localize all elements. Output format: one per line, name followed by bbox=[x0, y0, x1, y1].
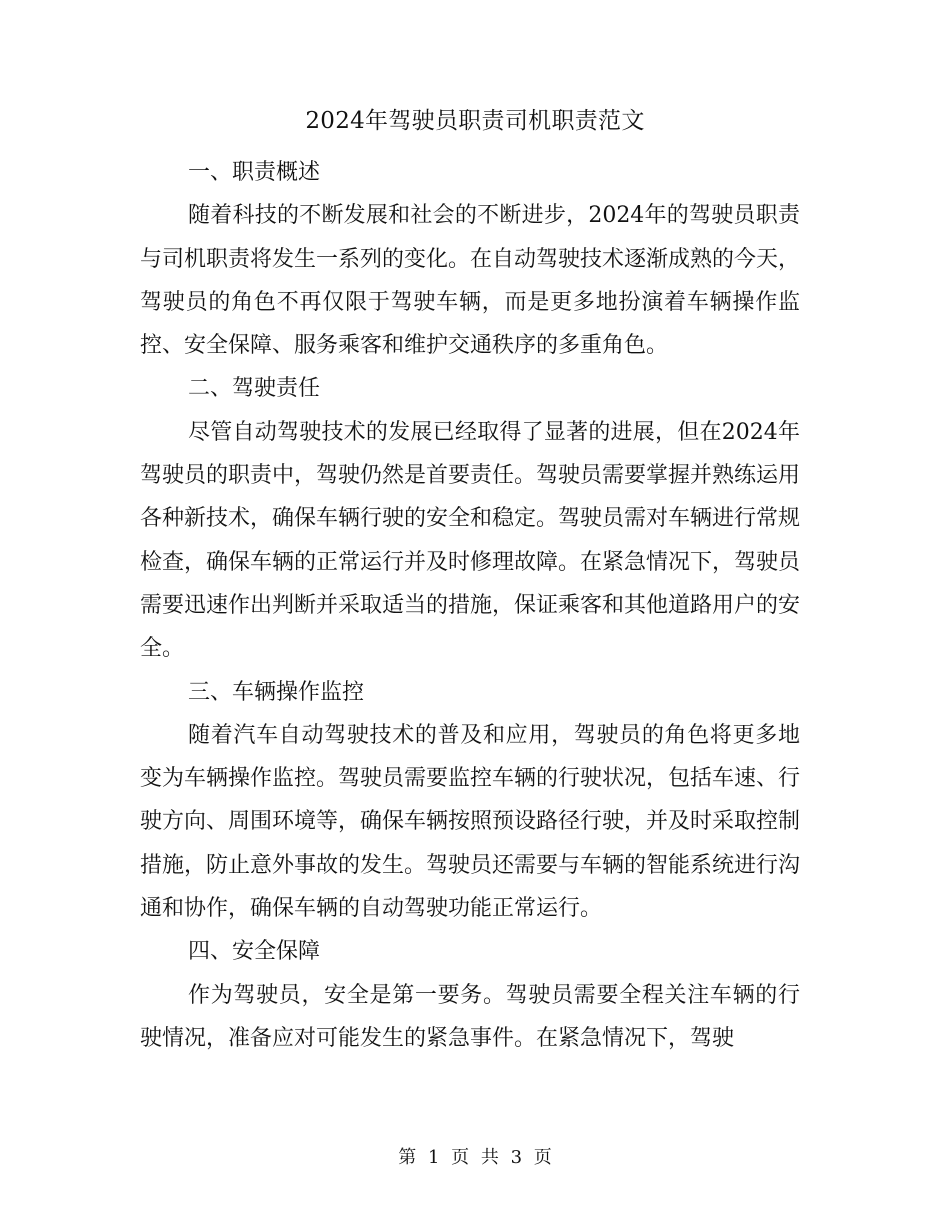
document-body bbox=[140, 151, 800, 1060]
section-paragraph-vehicle-monitoring: 随着汽车自动驾驶技术的普及和应用，驾驶员的角色将更多地变为车辆操作监控。驾驶员需要监控车辆的行驶状况，包括车速、行驶方向、周围环境等，确保车辆按照预设路径行驶，并及时采取控制措施，防止意外事故的发生。驾驶员还需要与车辆的智能系统进行沟通和协作，确保车辆的自动驾驶功能正常运行。 bbox=[140, 722, 801, 922]
section-paragraph-overview: 随着科技的不断发展和社会的不断进步，2024年的驾驶员职责与司机职责将发生一系列的变化。在自动驾驶技术逐渐成熟的今天，驾驶员的角色不再仅限于驾驶车辆，而是更多地扮演着车辆操作监控、安全保障、服务乘客和维护交通秩序的多重角色。 bbox=[140, 203, 801, 359]
section-heading-overview: 一、职责概述 bbox=[188, 160, 321, 185]
section-heading-driving-responsibility: 二、驾驶责任 bbox=[188, 376, 321, 402]
section-heading-safety: 四、安全保障 bbox=[188, 939, 321, 965]
section-paragraph-driving-responsibility: 尽管自动驾驶技术的发展已经取得了显著的进展，但在2024年驾驶员的职责中，驾驶仍然是首要责任。驾驶员需要掌握并熟练运用各种新技术，确保车辆行驶的安全和稳定。驾驶员需对车辆进行常规检查，确保车辆的正常运行并及时修理故障。在紧急情况下，驾驶员需要迅速作出判断并采取适当的措施，保证乘客和其他道路用户的安全。 bbox=[140, 419, 801, 662]
section-heading-vehicle-monitoring: 三、车辆操作监控 bbox=[188, 679, 365, 705]
section-paragraph-safety: 作为驾驶员，安全是第一要务。驾驶员需要全程关注车辆的行驶情况，准备应对可能发生的紧急事件。在紧急情况下，驾驶 bbox=[140, 982, 800, 1051]
page-footer: 第 1 页 共 3 页 bbox=[398, 1147, 552, 1168]
document-title: 2024年驾驶员职责司机职责范文 bbox=[305, 108, 645, 134]
